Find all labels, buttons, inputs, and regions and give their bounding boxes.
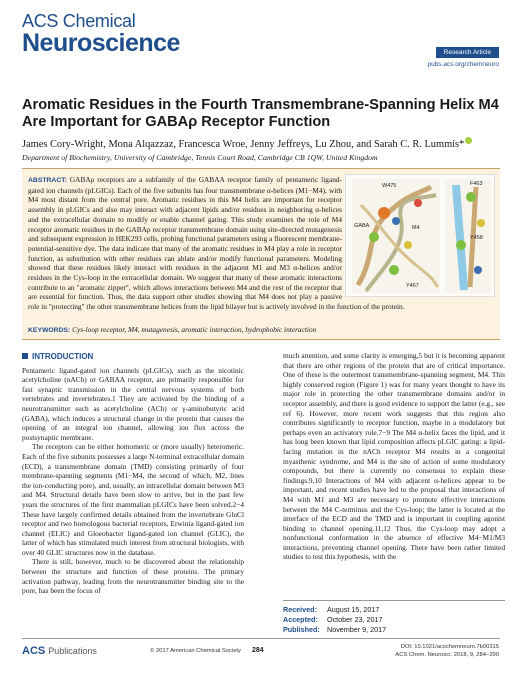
footer-divider — [22, 638, 500, 639]
keywords-label: KEYWORDS: — [28, 327, 71, 334]
orcid-icon[interactable] — [465, 137, 472, 144]
residue-label-w475: W475 — [382, 183, 397, 189]
residue-label-f463: F463 — [470, 181, 483, 187]
abstract-body: GABAρ receptors are a subfamily of the GABAA receptor family of pentameric ligand-gated ion channels (pLGICs). Each of the five subunits has four transmembrane α-helices (M1−M4), with M4 most distant from the central pore. Aromatic residues in this M4 helix are important for receptor assembly in pLGICs and also may interact with adjacent lipids and/or residues in neighboring α-helices and the extracellular domain to modify or enable channel gating. This study examines the role of M4 receptor aromatic residues in the GABAρ receptor transmembrane domain using site-directed mutagenesis and subsequent expression in HEK293 cells, probing functional parameters using a fluorescent membrane-potential-sensitive dye. The data indicate that many of the aromatic residues in M4 play a role in receptor function, as substitution with other residues can ablate and/or modify functional parameters. Modeling showed that these residues likely interact with residues in the adjacent M1 and M3 α-helices and/or residues in the Cys-loop in the extracellular domain. We suggest that many of these aromatic interactions contribute to an "aromatic zipper", which allows interactions between M4 and the rest of the receptor that are essential for function. Thus, the data support other studies showing that M4 does not play a passive role in "protecting" the other transmembrane helices from the lipid bilayer but is actively involved in the function of the protein. — [28, 175, 405, 312]
author-list — [22, 137, 502, 150]
citation: ACS Chem. Neurosci. 2018, 9, 284−290 — [395, 651, 499, 658]
keywords-text: Cys-loop receptor, M4, mutagenesis, aromatic interaction, hydrophobic interaction — [72, 325, 317, 334]
intro-paragraph: There is still, however, much to be discovered about the relationship between the structure and function of these proteins. The primary activation pathway, leading from the neurotransmitter binding site to the pore, has been the focus of — [22, 557, 244, 596]
keywords-line — [28, 325, 494, 334]
abstract-label: ABSTRACT: — [28, 177, 67, 184]
author-names[interactable]: James Cory-Wright, Mona Alqazzaz, Francesca Wroe, Jenny Jeffreys, Lu Zhou, and Sarah C. R. Lummis* — [22, 139, 465, 150]
received-label: Received: — [283, 605, 317, 614]
journal-name — [22, 12, 180, 56]
received-date: August 15, 2017 — [327, 605, 380, 614]
doi-link[interactable]: DOI: 10.1021/acschemneuro.7b00315 — [400, 644, 499, 650]
journal-name-line2: Neuroscience — [22, 29, 180, 57]
accepted-date: October 23, 2017 — [327, 615, 383, 624]
published-label: Published: — [283, 625, 320, 634]
residue-label-y467: Y467 — [406, 283, 419, 289]
copyright: © 2017 American Chemical Society — [150, 648, 241, 654]
journal-name-line1: ACS Chemical — [22, 11, 136, 31]
toc-graphic — [345, 174, 495, 297]
intro-right-column — [283, 351, 505, 562]
acs-publications-logo[interactable]: ACS Publications — [22, 645, 97, 657]
section-square-icon — [22, 353, 28, 359]
journal-url-link[interactable]: pubs.acs.org/chemneuro — [427, 61, 499, 68]
accepted-label: Accepted: — [283, 615, 318, 624]
section-heading-introduction: INTRODUCTION — [22, 352, 244, 362]
m4-label: M4 — [412, 225, 420, 231]
article-type-badge: Research Article — [436, 47, 499, 58]
intro-paragraph: much attention, and some clarity is emerging,5 but it is becoming apparent that there are other regions of the protein that are of critical importance. One of these is the outermost transmembrane-spanning segment, M4. This highly conserved region (Figure 1) was for many years thought to have its major role in protecting the other transmembrane domains and/or in receptor assembly, and there is good evidence to support the latter (e.g., see ref 6). However, more recent work suggests that this region also contributes significantly to receptor function, maybe in a modulatory but perhaps even an activatory role.7−9 The M4 α-helix faces the lipid, and it has long been known that lipid composition affects pLGIC gating: a lipid-facing mutation in the nACh receptor M4 results in a congenital myasthenic syndrome, and M4 is the site of action of some modulatory compounds, but there is currently no consensus to explain these findings.9,10 Interactions of M4 with adjacent α-helices appear to be important, and recent studies have led to the proposal that interactions of M4 with M1 and M3 are necessary to promote effective interactions between the M4 C-terminus and the Cys-loop; the latter is located at the interface of the ECD and the TMD and is important in coupling agonist binding to channel opening.11,12 Thus, the Cys-loop may adopt a nonfunctional conformation in the absence of effective M4−M1/M3 interactions, preventing channel opening. There have been rather limited studies to test this hypothesis, with the — [283, 351, 505, 562]
intro-paragraph: The receptors can be either homomeric or (more usually) heteromeric. Each of the five subunits possesses a large N-terminal extracellular domain (ECD), a transmembrane domain (TMD) consisting primarily of four membrane-spanning segments (M1−M4, the second of which, M2, lines the ion-conducting pore), and, usually, an intracellular domain between M3 and M4. Structural details have been slow to arrive, but in the past few years the structures of the first mammalian pLGICs have been solved.2−4 These have largely confirmed details obtained from the invertebrate GluCl receptor and two homologous bacterial receptors, Erwinia ligand-gated ion channel (ELIC) and Gloeobacter ligand-gated ion channel (GLIC), the latter of which has stimulated much interest from structural biologists, with over 40 GLIC structures now in the database. — [22, 442, 244, 557]
article-dates — [283, 600, 505, 635]
published-date: November 9, 2017 — [327, 625, 387, 634]
page-number: 284 — [252, 647, 264, 654]
doi-block — [395, 644, 499, 659]
residue-label-y458: Y458 — [470, 235, 483, 241]
intro-paragraph: Pentameric ligand-gated ion channels (pLGICs), such as the nicotinic acetylcholine (nACh) or GABAA receptor, are primarily responsible for fast synaptic transmission in the central nervous systems of both vertebrates and invertebrates.1 They are activated by the binding of a neurotransmitter such as acetylcholine (ACh) or γ-aminobutyric acid (GABA), which induces a structural change in the protein that causes the opening of an integral ion channel, allowing ion flux across the postsynaptic membrane. — [22, 365, 244, 442]
article-title: Aromatic Residues in the Fourth Transmembrane-Spanning Helix M4 Are Important for GABAρ Receptor Function — [22, 97, 499, 130]
gaba-label: GABA — [354, 223, 370, 229]
intro-left-column — [22, 351, 244, 596]
affiliation: Department of Biochemistry, University of Cambridge, Tennis Court Road, Cambridge CB 1QW, United Kingdom — [22, 153, 378, 162]
